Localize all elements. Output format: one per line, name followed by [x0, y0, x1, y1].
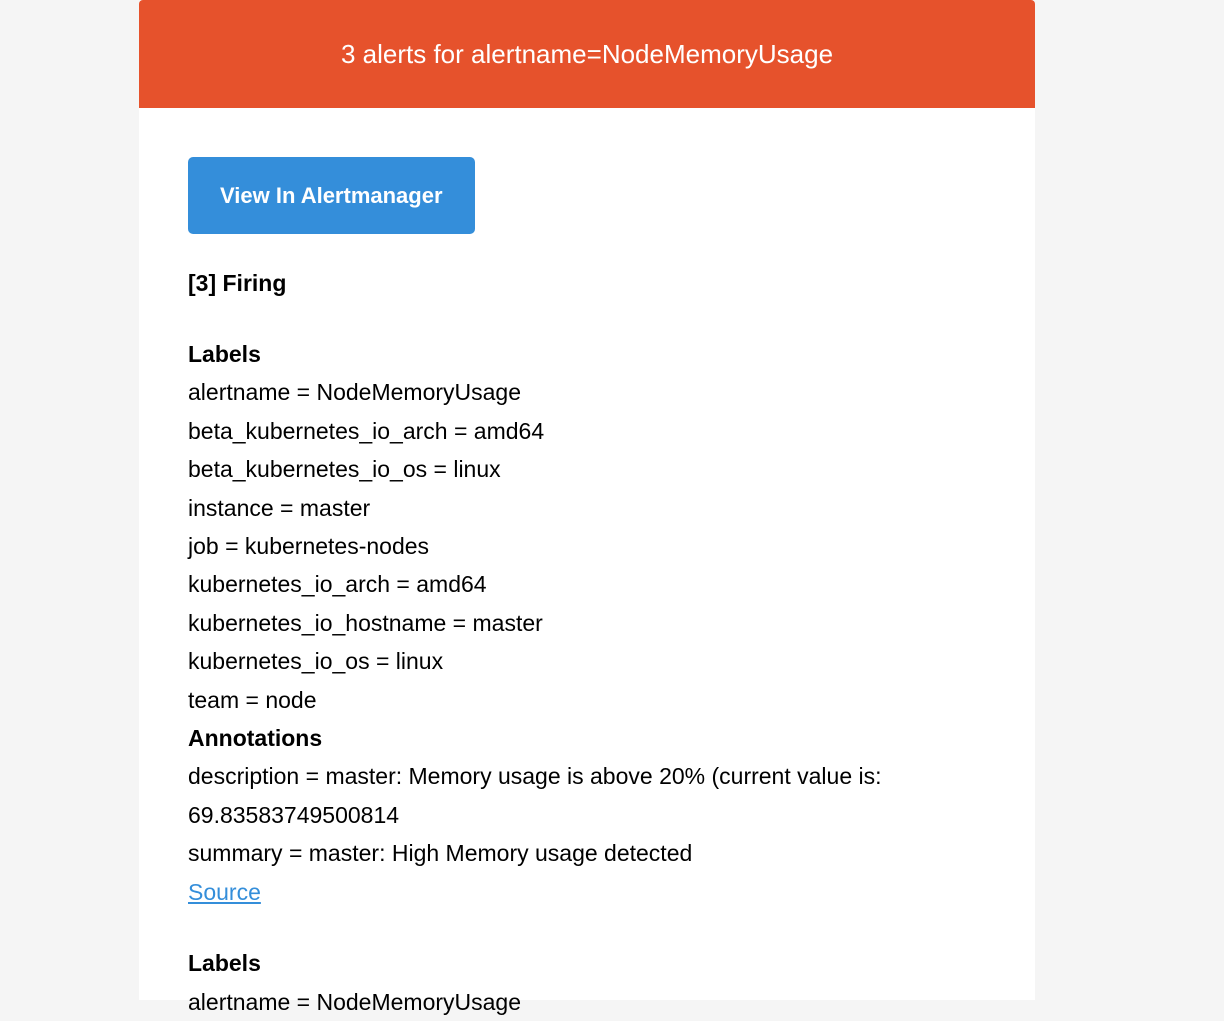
- view-in-alertmanager-button[interactable]: View In Alertmanager: [188, 157, 475, 234]
- label-line: kubernetes_io_hostname = master: [188, 609, 543, 636]
- email-card: [139, 0, 1035, 1015]
- label-line: alertname = NodeMemoryUsage: [188, 379, 522, 406]
- label-line: instance = master: [188, 494, 371, 521]
- annotation-description: description = master: Memory usage is above 20% (current value is: 69.83583749500814: [188, 763, 882, 828]
- firing-title: [3] Firing: [188, 270, 287, 296]
- alert-header-title: 3 alerts for alertname=NodeMemoryUsage: [340, 38, 834, 69]
- alert-block-1: [188, 335, 986, 911]
- annotations-heading: Annotations: [188, 725, 323, 752]
- label-line: beta_kubernetes_io_os = linux: [188, 456, 501, 483]
- annotation-summary: summary = master: High Memory usage detected: [188, 840, 693, 867]
- source-link[interactable]: Source: [188, 878, 261, 905]
- label-line: alertname = NodeMemoryUsage: [188, 988, 522, 1015]
- label-line: team = node: [188, 686, 317, 713]
- label-line: kubernetes_io_arch = amd64: [188, 571, 487, 598]
- alert-header: [139, 0, 1035, 108]
- labels-heading: Labels: [188, 341, 261, 367]
- labels-heading: Labels: [188, 950, 261, 977]
- alert-block-2: [188, 944, 986, 1021]
- label-line: kubernetes_io_os = linux: [188, 648, 444, 675]
- label-line: beta_kubernetes_io_arch = amd64: [188, 417, 545, 444]
- email-content: [139, 108, 1035, 1021]
- label-line: job = kubernetes-nodes: [188, 533, 430, 560]
